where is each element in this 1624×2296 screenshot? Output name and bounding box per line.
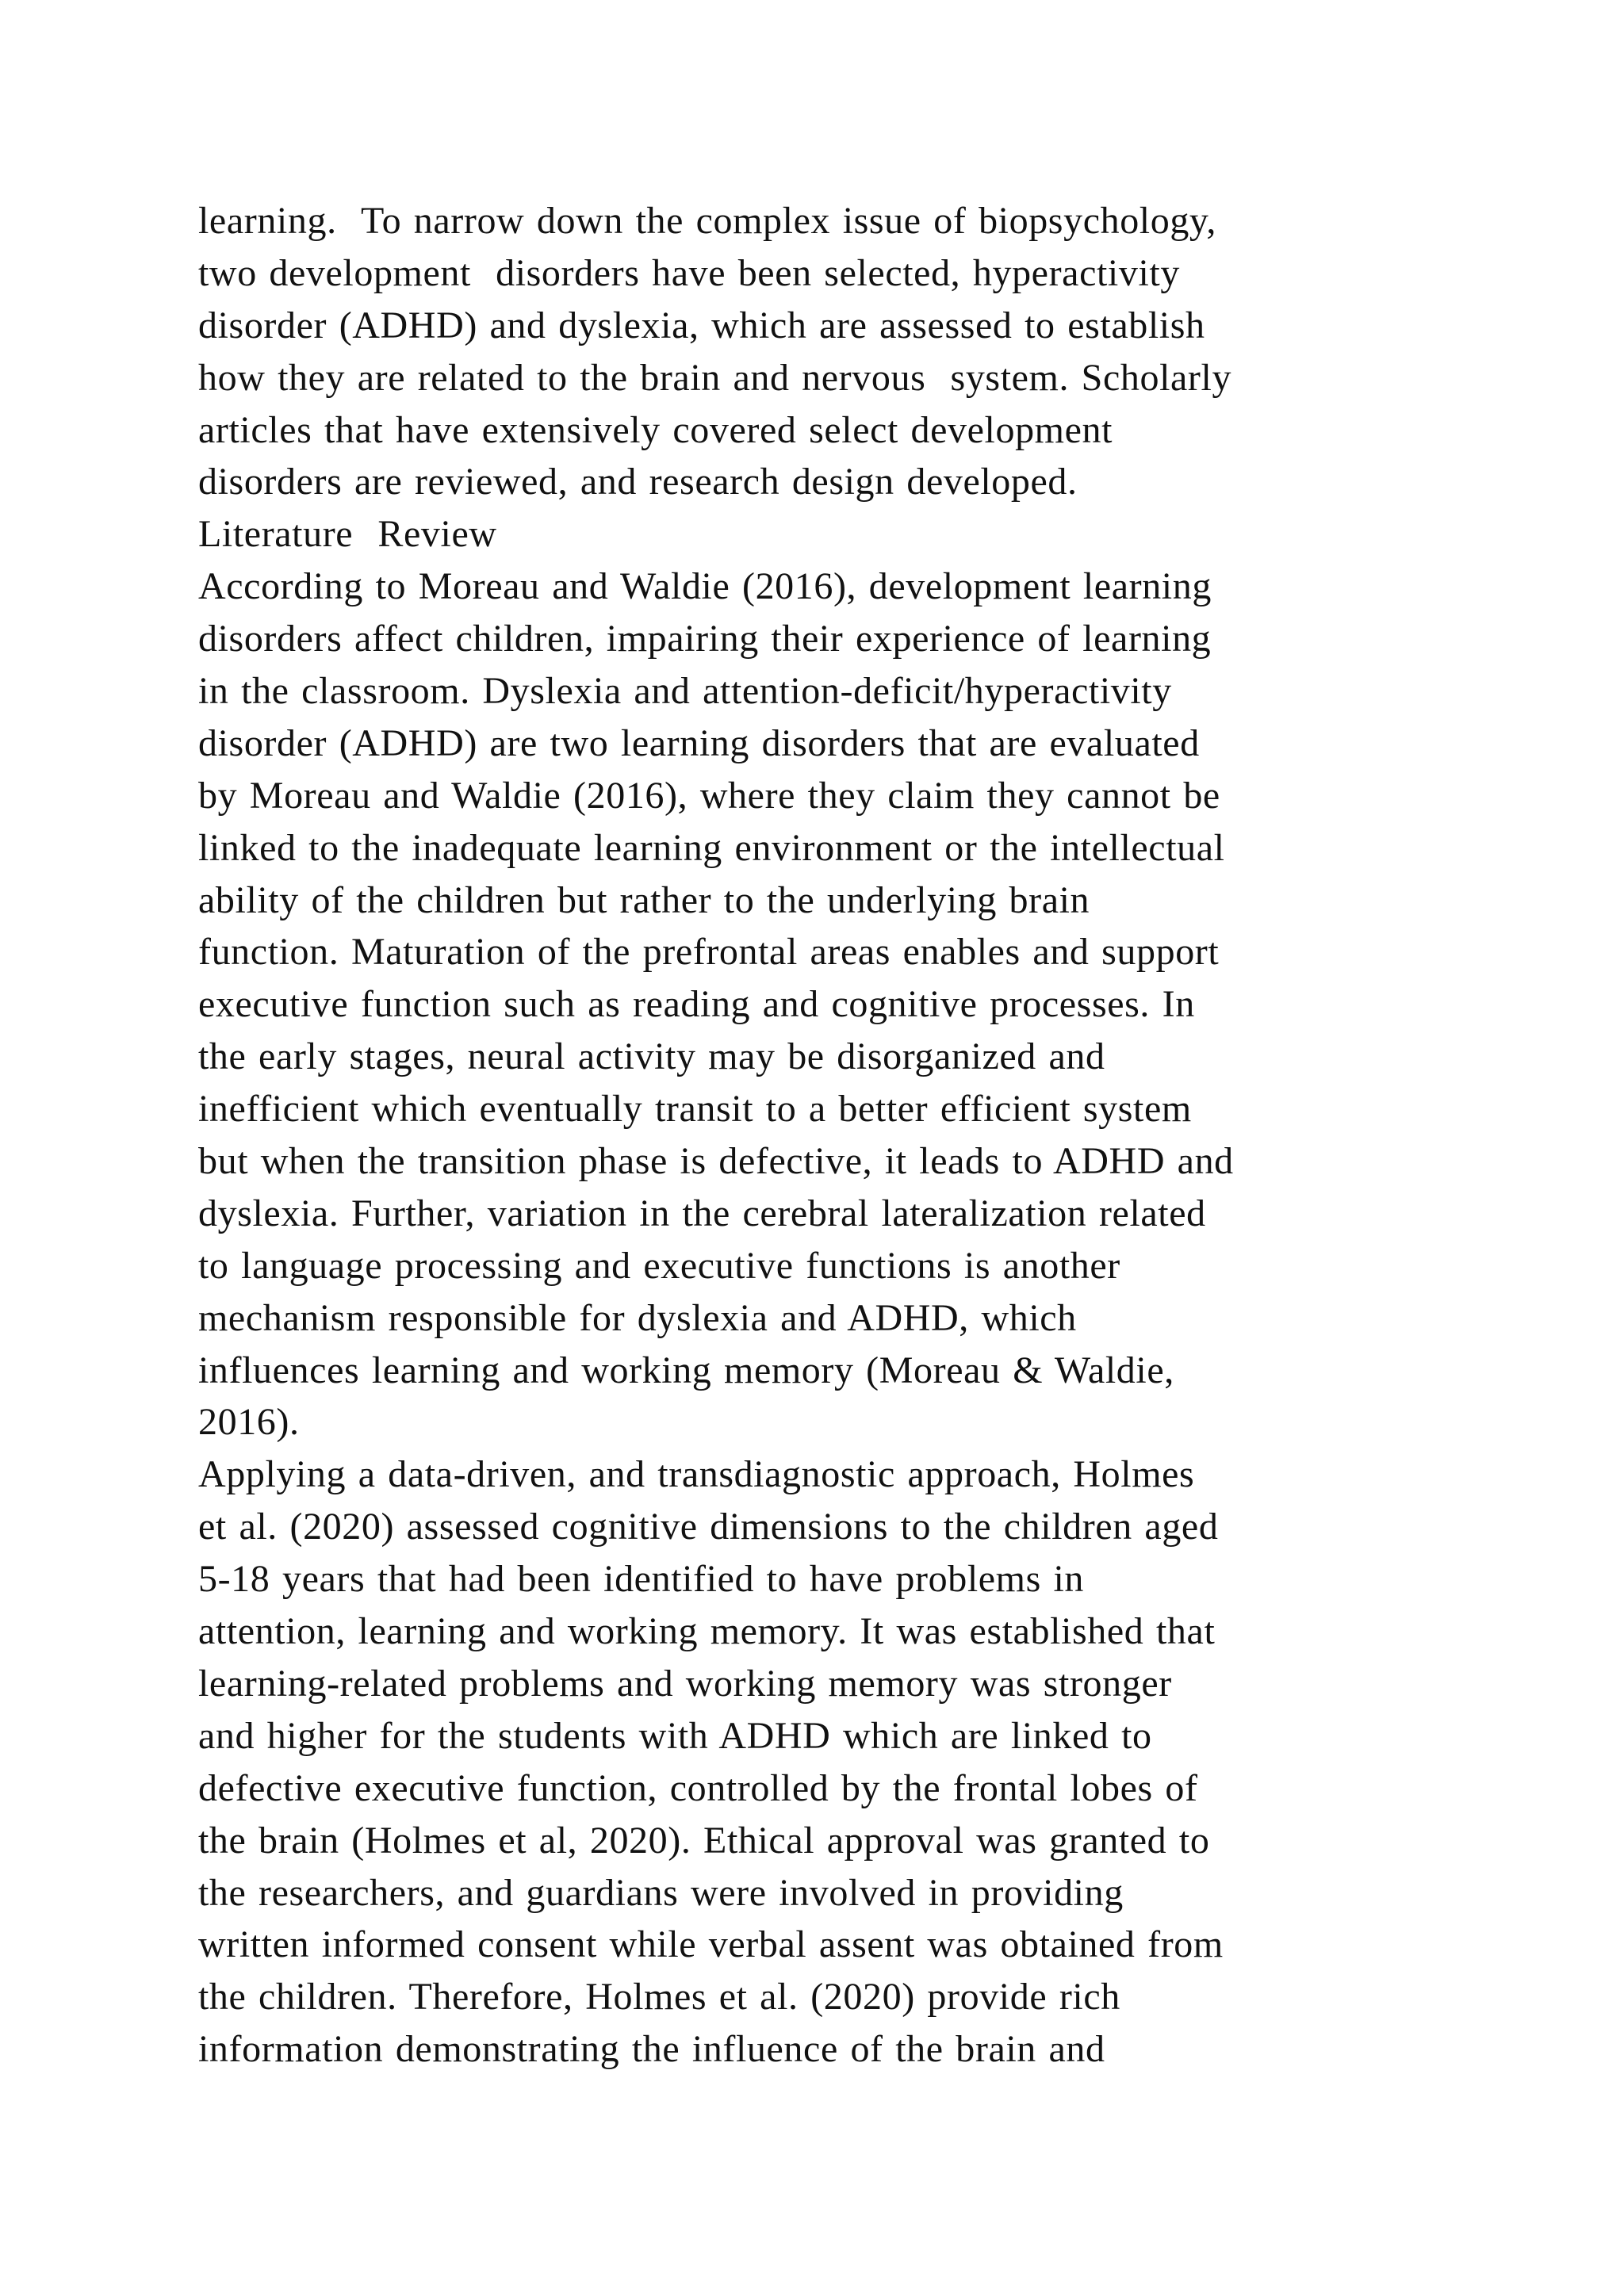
text-line: et al. (2020) assessed cognitive dimensions to the children aged <box>198 1506 1219 1548</box>
text-line: information demonstrating the influence of the brain and <box>198 2028 1105 2071</box>
text-line: 5-18 years that had been identified to have problems in <box>198 1558 1085 1601</box>
text-line: According to Moreau and Waldie (2016), development learning <box>198 565 1212 608</box>
body-text <box>198 195 1451 2076</box>
text-line: the researchers, and guardians were involved in providing <box>198 1871 1124 1914</box>
text-line: dyslexia. Further, variation in the cerebral lateralization related <box>198 1192 1206 1234</box>
text-line: in the classroom. Dyslexia and attention-deficit/hyperactivity <box>198 670 1172 713</box>
text-line: articles that have extensively covered select development <box>198 408 1113 451</box>
text-line: disorder (ADHD) and dyslexia, which are assessed to establish <box>198 304 1205 346</box>
text-line: written informed consent while verbal assent was obtained from <box>198 1923 1224 1966</box>
text-line: how they are related to the brain and nervous system. Scholarly <box>198 356 1232 399</box>
text-line: Applying a data-driven, and transdiagnostic approach, Holmes <box>198 1453 1195 1496</box>
text-line: the early stages, neural activity may be disorganized and <box>198 1035 1105 1078</box>
text-line: 2016). <box>198 1401 300 1444</box>
text-line: ability of the children but rather to the underlying brain <box>198 878 1090 921</box>
text-line: inefficient which eventually transit to a better efficient system <box>198 1088 1192 1131</box>
section-heading: Literature Review <box>198 513 497 556</box>
text-line: two development disorders have been selected, hyperactivity <box>198 251 1180 294</box>
text-line: and higher for the students with ADHD which are linked to <box>198 1714 1152 1757</box>
text-line: but when the transition phase is defective, it leads to ADHD and <box>198 1140 1234 1183</box>
text-line: the children. Therefore, Holmes et al. (2020) provide rich <box>198 1976 1120 2019</box>
text-line: to language processing and executive functions is another <box>198 1244 1120 1287</box>
text-line: linked to the inadequate learning environment or the intellectual <box>198 826 1225 869</box>
text-line: the brain (Holmes et al, 2020). Ethical approval was granted to <box>198 1819 1210 1862</box>
text-line: disorders are reviewed, and research design developed. <box>198 461 1078 503</box>
text-line: executive function such as reading and cognitive processes. In <box>198 983 1195 1026</box>
text-line: learning-related problems and working memory was stronger <box>198 1662 1172 1705</box>
text-line: influences learning and working memory (Moreau & Waldie, <box>198 1349 1174 1391</box>
text-line: defective executive function, controlled by the frontal lobes of <box>198 1766 1198 1809</box>
text-line: disorders affect children, impairing their experience of learning <box>198 618 1212 660</box>
text-line: learning. To narrow down the complex issue of biopsychology, <box>198 200 1217 242</box>
text-line: by Moreau and Waldie (2016), where they claim they cannot be <box>198 774 1220 817</box>
text-line: function. Maturation of the prefrontal areas enables and support <box>198 931 1220 974</box>
text-line: attention, learning and working memory. It was established that <box>198 1610 1216 1653</box>
text-line: disorder (ADHD) are two learning disorders that are evaluated <box>198 721 1200 764</box>
text-line: mechanism responsible for dyslexia and ADHD, which <box>198 1296 1077 1339</box>
